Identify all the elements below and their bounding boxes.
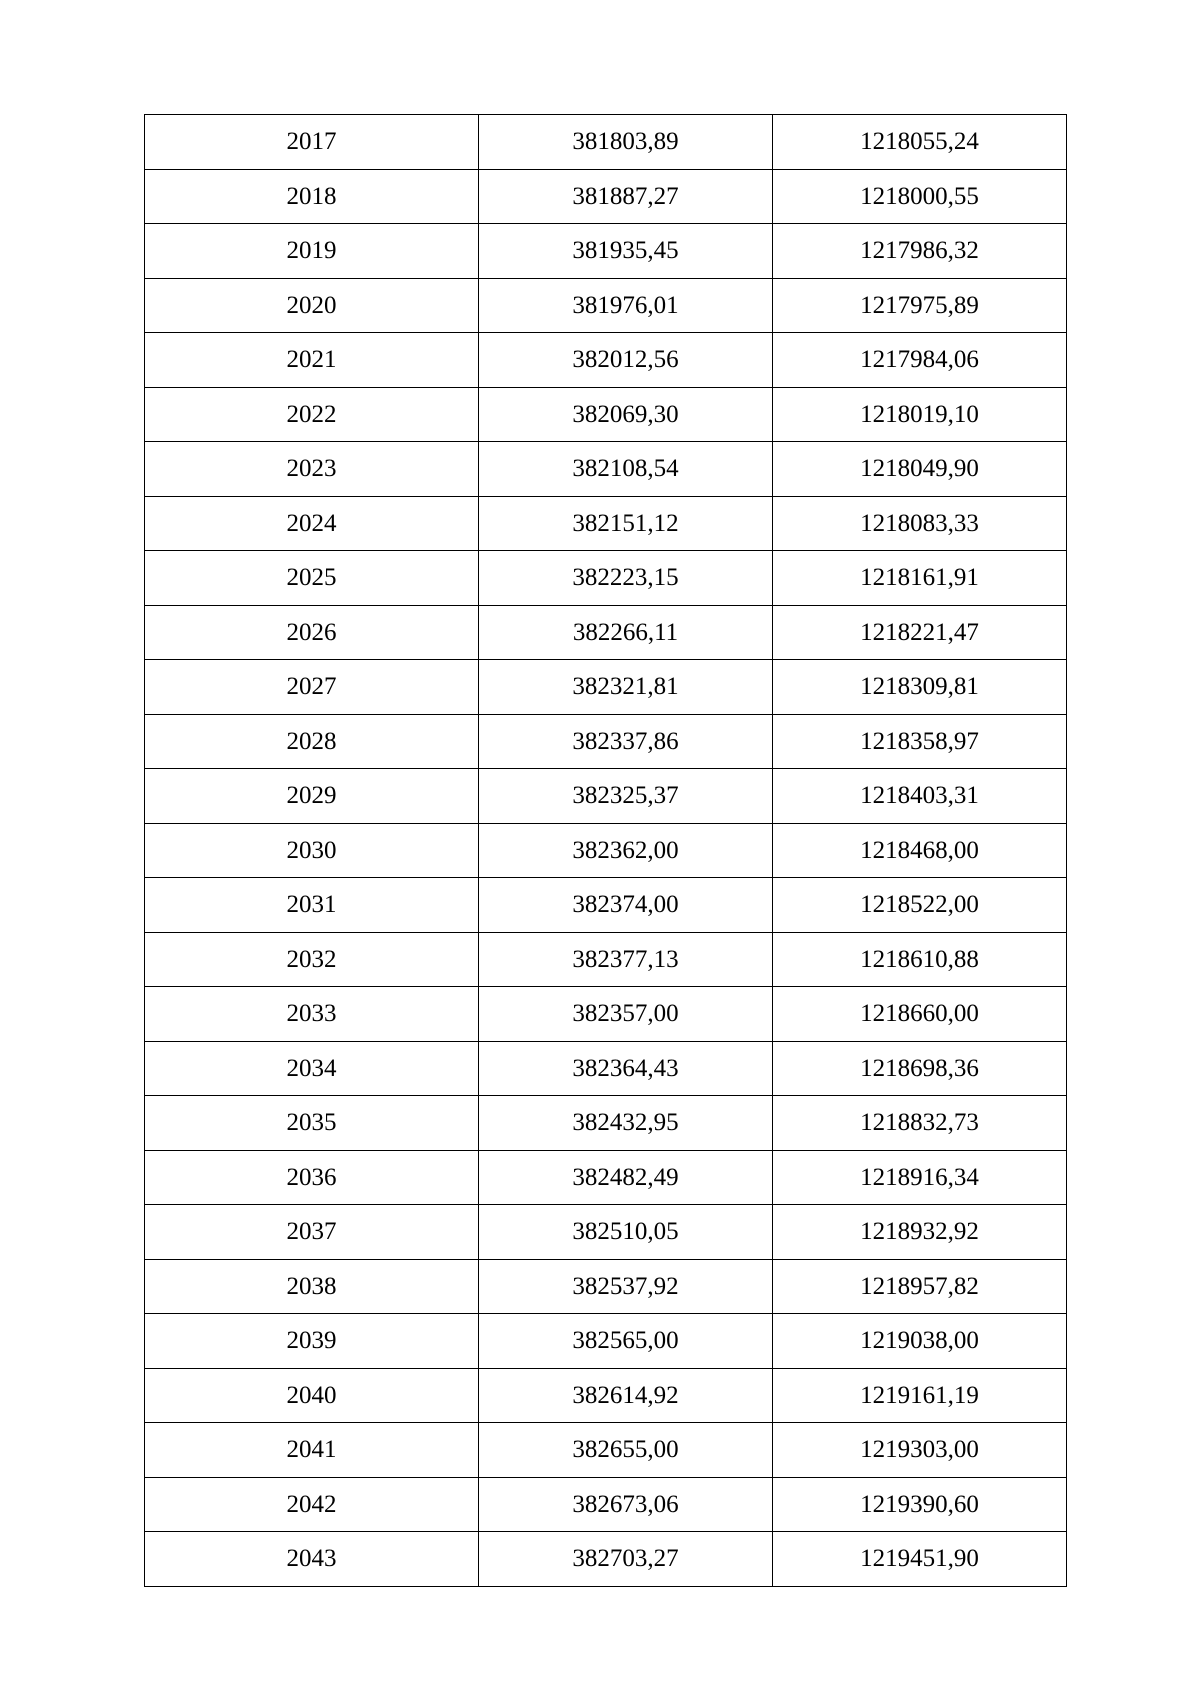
x-coordinate-cell: 382614,92 <box>479 1368 773 1423</box>
point-number-cell: 2032 <box>145 932 479 987</box>
y-coordinate-cell: 1218698,36 <box>773 1041 1067 1096</box>
table-row <box>145 714 1067 769</box>
y-coordinate-cell: 1218019,10 <box>773 387 1067 442</box>
table-row <box>145 278 1067 333</box>
point-number-cell: 2042 <box>145 1477 479 1532</box>
table-row <box>145 224 1067 279</box>
point-number-cell: 2029 <box>145 769 479 824</box>
y-coordinate-cell: 1218000,55 <box>773 169 1067 224</box>
point-number-cell: 2028 <box>145 714 479 769</box>
table-row <box>145 1314 1067 1369</box>
point-number-cell: 2025 <box>145 551 479 606</box>
x-coordinate-cell: 381803,89 <box>479 115 773 170</box>
x-coordinate-cell: 382151,12 <box>479 496 773 551</box>
table-row <box>145 496 1067 551</box>
point-number-cell: 2020 <box>145 278 479 333</box>
point-number-cell: 2036 <box>145 1150 479 1205</box>
point-number-cell: 2023 <box>145 442 479 497</box>
point-number-cell: 2033 <box>145 987 479 1042</box>
y-coordinate-cell: 1218468,00 <box>773 823 1067 878</box>
table-row <box>145 169 1067 224</box>
x-coordinate-cell: 382565,00 <box>479 1314 773 1369</box>
y-coordinate-cell: 1218403,31 <box>773 769 1067 824</box>
x-coordinate-cell: 382266,11 <box>479 605 773 660</box>
table-row <box>145 1259 1067 1314</box>
y-coordinate-cell: 1218916,34 <box>773 1150 1067 1205</box>
x-coordinate-cell: 382537,92 <box>479 1259 773 1314</box>
y-coordinate-cell: 1218161,91 <box>773 551 1067 606</box>
point-number-cell: 2018 <box>145 169 479 224</box>
x-coordinate-cell: 382655,00 <box>479 1423 773 1478</box>
table-row <box>145 769 1067 824</box>
y-coordinate-cell: 1219038,00 <box>773 1314 1067 1369</box>
table-row <box>145 1041 1067 1096</box>
table-row <box>145 1096 1067 1151</box>
table-row <box>145 115 1067 170</box>
y-coordinate-cell: 1218522,00 <box>773 878 1067 933</box>
table-row <box>145 333 1067 388</box>
point-number-cell: 2035 <box>145 1096 479 1151</box>
y-coordinate-cell: 1219161,19 <box>773 1368 1067 1423</box>
x-coordinate-cell: 381935,45 <box>479 224 773 279</box>
y-coordinate-cell: 1219390,60 <box>773 1477 1067 1532</box>
y-coordinate-cell: 1218309,81 <box>773 660 1067 715</box>
x-coordinate-cell: 382223,15 <box>479 551 773 606</box>
x-coordinate-cell: 382482,49 <box>479 1150 773 1205</box>
table-row <box>145 823 1067 878</box>
table-row <box>145 1205 1067 1260</box>
y-coordinate-cell: 1219303,00 <box>773 1423 1067 1478</box>
table-body <box>145 115 1067 1587</box>
point-number-cell: 2043 <box>145 1532 479 1587</box>
point-number-cell: 2040 <box>145 1368 479 1423</box>
y-coordinate-cell: 1218832,73 <box>773 1096 1067 1151</box>
table-row <box>145 932 1067 987</box>
x-coordinate-cell: 381887,27 <box>479 169 773 224</box>
table-row <box>145 1423 1067 1478</box>
y-coordinate-cell: 1218660,00 <box>773 987 1067 1042</box>
y-coordinate-cell: 1218610,88 <box>773 932 1067 987</box>
table-row <box>145 387 1067 442</box>
x-coordinate-cell: 382510,05 <box>479 1205 773 1260</box>
point-number-cell: 2027 <box>145 660 479 715</box>
y-coordinate-cell: 1217986,32 <box>773 224 1067 279</box>
point-number-cell: 2026 <box>145 605 479 660</box>
table-row <box>145 1532 1067 1587</box>
y-coordinate-cell: 1218055,24 <box>773 115 1067 170</box>
y-coordinate-cell: 1218957,82 <box>773 1259 1067 1314</box>
point-number-cell: 2031 <box>145 878 479 933</box>
table-row <box>145 987 1067 1042</box>
point-number-cell: 2030 <box>145 823 479 878</box>
table-row <box>145 660 1067 715</box>
y-coordinate-cell: 1219451,90 <box>773 1532 1067 1587</box>
point-number-cell: 2038 <box>145 1259 479 1314</box>
table-row <box>145 605 1067 660</box>
y-coordinate-cell: 1218932,92 <box>773 1205 1067 1260</box>
point-number-cell: 2039 <box>145 1314 479 1369</box>
point-number-cell: 2021 <box>145 333 479 388</box>
x-coordinate-cell: 382108,54 <box>479 442 773 497</box>
y-coordinate-cell: 1218358,97 <box>773 714 1067 769</box>
x-coordinate-cell: 382377,13 <box>479 932 773 987</box>
x-coordinate-cell: 382321,81 <box>479 660 773 715</box>
x-coordinate-cell: 382432,95 <box>479 1096 773 1151</box>
x-coordinate-cell: 382362,00 <box>479 823 773 878</box>
y-coordinate-cell: 1218221,47 <box>773 605 1067 660</box>
point-number-cell: 2019 <box>145 224 479 279</box>
y-coordinate-cell: 1217984,06 <box>773 333 1067 388</box>
table-row <box>145 878 1067 933</box>
x-coordinate-cell: 382069,30 <box>479 387 773 442</box>
y-coordinate-cell: 1218049,90 <box>773 442 1067 497</box>
table-row <box>145 442 1067 497</box>
x-coordinate-cell: 382703,27 <box>479 1532 773 1587</box>
y-coordinate-cell: 1218083,33 <box>773 496 1067 551</box>
point-number-cell: 2034 <box>145 1041 479 1096</box>
y-coordinate-cell: 1217975,89 <box>773 278 1067 333</box>
x-coordinate-cell: 382673,06 <box>479 1477 773 1532</box>
x-coordinate-cell: 382364,43 <box>479 1041 773 1096</box>
x-coordinate-cell: 382325,37 <box>479 769 773 824</box>
table-row <box>145 1368 1067 1423</box>
point-number-cell: 2024 <box>145 496 479 551</box>
point-number-cell: 2037 <box>145 1205 479 1260</box>
x-coordinate-cell: 381976,01 <box>479 278 773 333</box>
point-number-cell: 2017 <box>145 115 479 170</box>
x-coordinate-cell: 382374,00 <box>479 878 773 933</box>
x-coordinate-cell: 382357,00 <box>479 987 773 1042</box>
x-coordinate-cell: 382337,86 <box>479 714 773 769</box>
point-number-cell: 2022 <box>145 387 479 442</box>
coordinates-table <box>144 114 1067 1587</box>
table-row <box>145 1477 1067 1532</box>
point-number-cell: 2041 <box>145 1423 479 1478</box>
table-row <box>145 551 1067 606</box>
table-row <box>145 1150 1067 1205</box>
x-coordinate-cell: 382012,56 <box>479 333 773 388</box>
